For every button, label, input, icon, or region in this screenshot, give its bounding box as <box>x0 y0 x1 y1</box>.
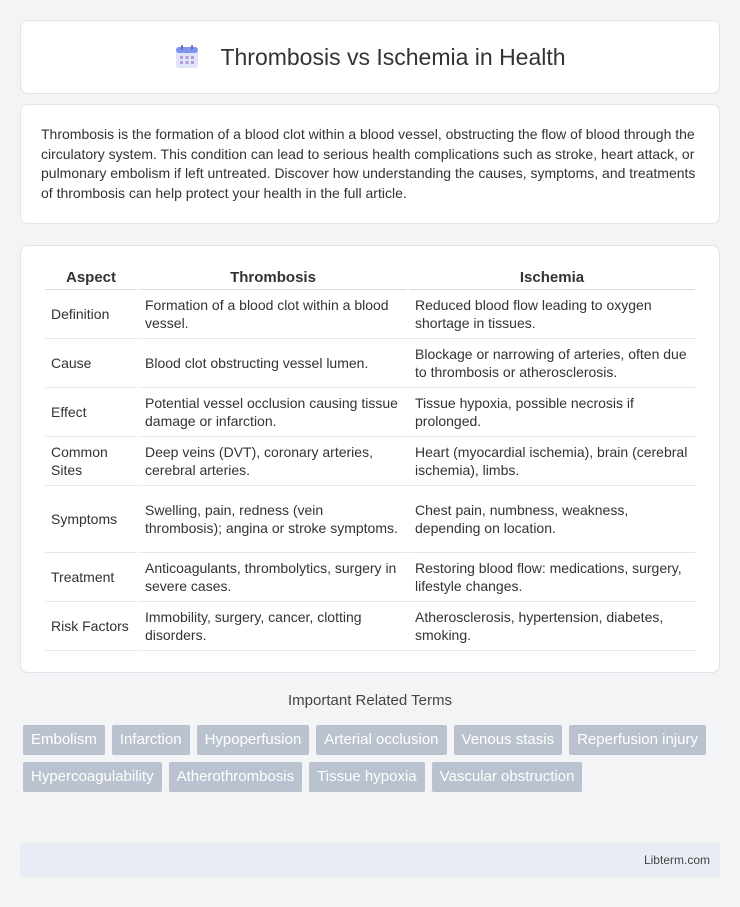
table-cell: Risk Factors <box>45 602 137 651</box>
related-term-tag[interactable]: Embolism <box>23 725 105 755</box>
table-header-row <box>45 266 695 290</box>
related-term-tag[interactable]: Infarction <box>112 725 190 755</box>
table-cell: Tissue hypoxia, possible necrosis if prolonged. <box>409 388 695 437</box>
table-cell: Blockage or narrowing of arteries, often due to thrombosis or atherosclerosis. <box>409 339 695 388</box>
table-cell: Formation of a blood clot within a blood vessel. <box>139 290 407 339</box>
table-row <box>45 602 695 651</box>
table-cell: Symptoms <box>45 486 137 553</box>
table-cell: Restoring blood flow: medications, surgery, lifestyle changes. <box>409 553 695 602</box>
table-row <box>45 437 695 486</box>
column-header: Ischemia <box>409 266 695 290</box>
related-terms-title: Important Related Terms <box>288 692 452 709</box>
table-cell: Definition <box>45 290 137 339</box>
related-terms-list <box>23 725 723 799</box>
table-cell: Chest pain, numbness, weakness, depending on location. <box>409 486 695 553</box>
comparison-table <box>43 266 697 651</box>
table-row <box>45 553 695 602</box>
related-term-tag[interactable]: Tissue hypoxia <box>309 762 425 792</box>
table-cell: Anticoagulants, thrombolytics, surgery in severe cases. <box>139 553 407 602</box>
table-cell: Effect <box>45 388 137 437</box>
table-cell: Cause <box>45 339 137 388</box>
calendar-icon <box>174 44 200 70</box>
footer <box>20 843 720 877</box>
table-cell: Treatment <box>45 553 137 602</box>
related-term-tag[interactable]: Hypercoagulability <box>23 762 162 792</box>
table-cell: Heart (myocardial ischemia), brain (cerebral ischemia), limbs. <box>409 437 695 486</box>
related-term-tag[interactable]: Vascular obstruction <box>432 762 583 792</box>
intro-card <box>20 104 720 224</box>
table-row <box>45 339 695 388</box>
table-cell: Swelling, pain, redness (vein thrombosis); angina or stroke symptoms. <box>139 486 407 553</box>
table-cell: Atherosclerosis, hypertension, diabetes, smoking. <box>409 602 695 651</box>
table-cell: Common Sites <box>45 437 137 486</box>
table-row <box>45 486 695 553</box>
footer-link[interactable]: Libterm.com <box>643 853 710 867</box>
header-card <box>20 20 720 94</box>
intro-text: Thrombosis is the formation of a blood clot within a blood vessel, obstructing the flow of blood through the circulatory system. This condition can lead to serious health complications such as stroke, heart attack, or pulmonary embolism if left untreated. Discover how understanding the causes, symptoms, and treatments of thrombosis can help protect your health in the full article. <box>41 126 696 201</box>
table-cell: Immobility, surgery, cancer, clotting disorders. <box>139 602 407 651</box>
table-row <box>45 290 695 339</box>
related-term-tag[interactable]: Arterial occlusion <box>316 725 446 755</box>
table-cell: Blood clot obstructing vessel lumen. <box>139 339 407 388</box>
page-title: Thrombosis vs Ischemia in Health <box>220 43 566 70</box>
table-cell: Deep veins (DVT), coronary arteries, cerebral arteries. <box>139 437 407 486</box>
table-cell: Potential vessel occlusion causing tissue damage or infarction. <box>139 388 407 437</box>
column-header: Thrombosis <box>139 266 407 290</box>
comparison-table-card <box>20 245 720 673</box>
table-row <box>45 388 695 437</box>
related-term-tag[interactable]: Venous stasis <box>454 725 563 755</box>
related-term-tag[interactable]: Hypoperfusion <box>197 725 310 755</box>
related-term-tag[interactable]: Atherothrombosis <box>169 762 303 792</box>
related-term-tag[interactable]: Reperfusion injury <box>569 725 706 755</box>
table-cell: Reduced blood flow leading to oxygen shortage in tissues. <box>409 290 695 339</box>
column-header: Aspect <box>45 266 137 290</box>
